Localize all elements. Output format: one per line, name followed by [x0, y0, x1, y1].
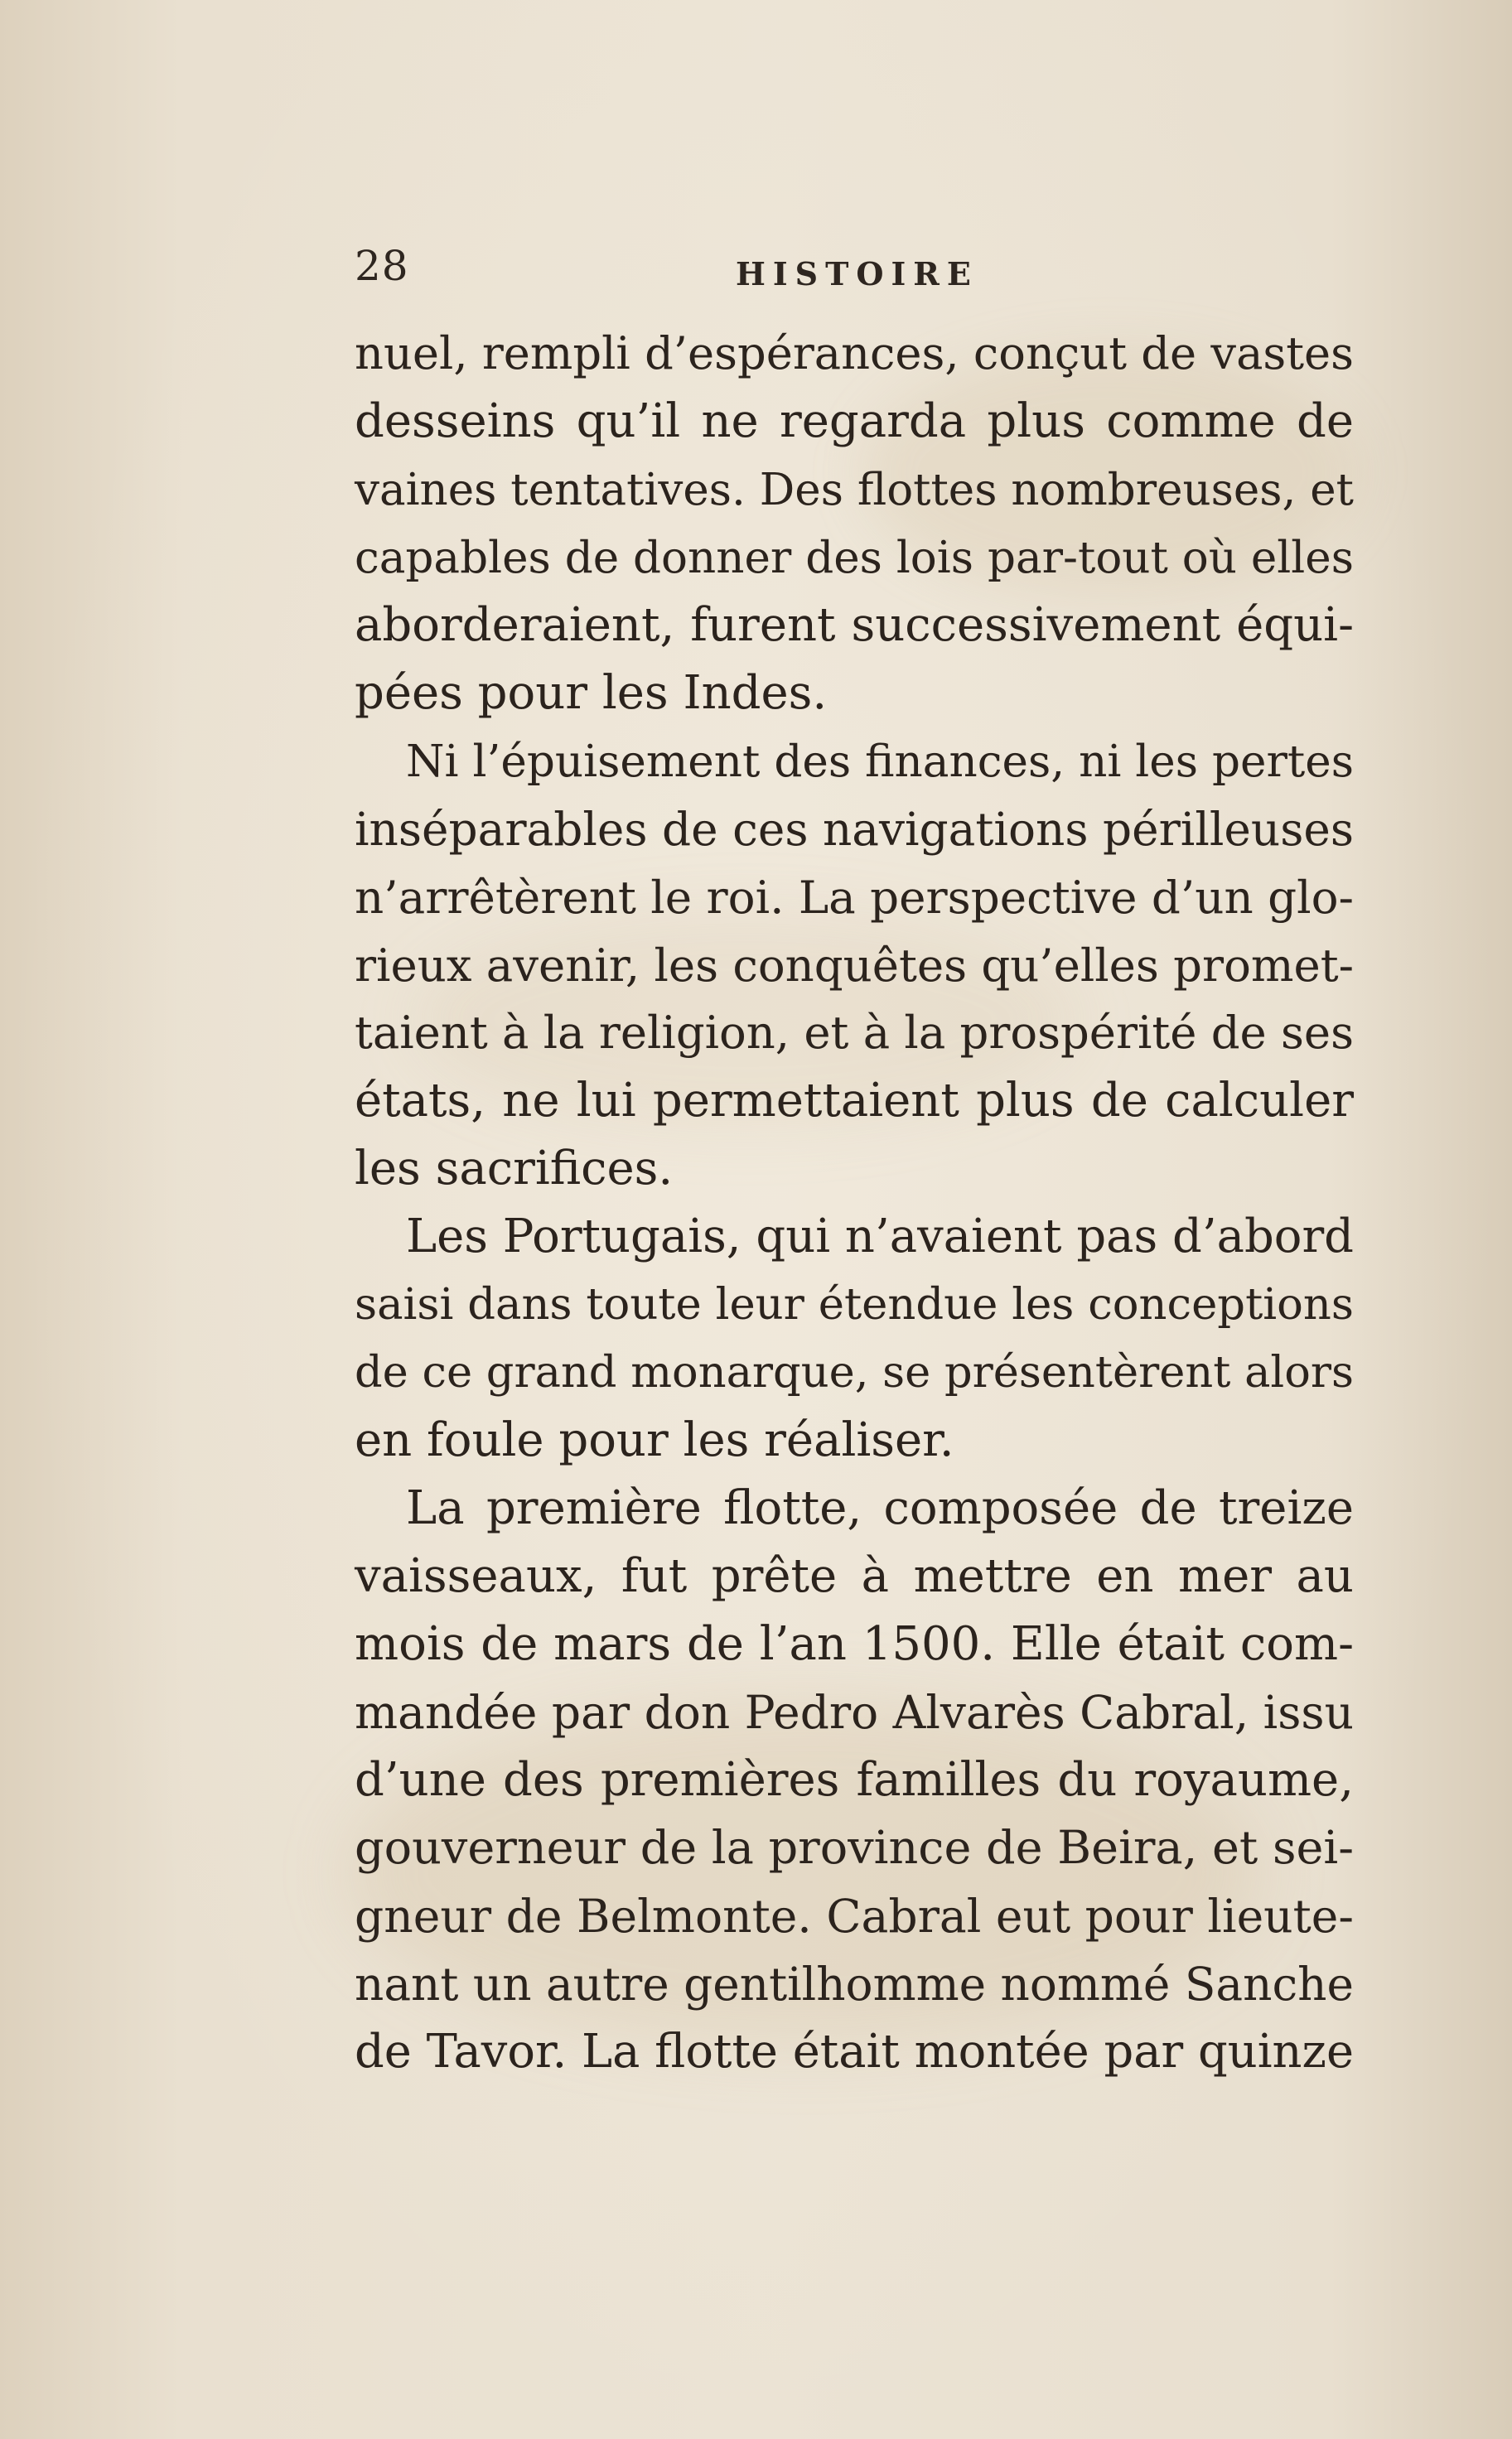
text-line: mandée par don Pedro Alvarès Cabral, issu — [355, 1686, 1354, 1739]
text-line: nuel, rempli d’espérances, conçut de vastes — [355, 327, 1354, 379]
body-text — [355, 320, 1354, 2086]
text-line: les sacrifices. — [355, 1142, 674, 1195]
text-line: taient à la religion, et à la prospérité de ses — [355, 1007, 1354, 1059]
text-line: d’une des premières familles du royaume, — [355, 1753, 1354, 1807]
text-line: Les Portugais, qui n’avaient pas d’abord — [406, 1210, 1354, 1263]
text-line: saisi dans toute leur étendue les conceptions — [355, 1279, 1354, 1330]
text-line: rieux avenir, les conquêtes qu’elles promet- — [355, 939, 1355, 992]
text-line: de ce grand monarque, se présentèrent alors — [355, 1347, 1354, 1398]
text-line: n’arrêtèrent le roi. La perspective d’un glo- — [355, 871, 1354, 924]
text-line: nant un autre gentilhomme nommé Sanche — [355, 1958, 1354, 2011]
text-line: inséparables de ces navigations périlleuses — [355, 803, 1354, 856]
text-line: de Tavor. La flotte était montée par quinze — [355, 2025, 1354, 2079]
text-line: vaisseaux, fut prête à mettre en mer au — [355, 1549, 1354, 1603]
running-head: HISTOIRE — [736, 255, 978, 292]
text-line: en foule pour les réaliser. — [355, 1413, 954, 1467]
text-line: mois de mars de l’an 1500. Elle était com- — [355, 1617, 1354, 1671]
page-number: 28 — [355, 242, 409, 290]
text-line: gouverneur de la province de Beira, et sei- — [355, 1821, 1354, 1875]
page-header — [355, 242, 1354, 300]
text-line: aborderaient, furent successivement équi- — [355, 598, 1354, 652]
text-line: desseins qu’il ne regarda plus comme de — [355, 394, 1354, 448]
text-line: capables de donner des lois par-tout où elles — [355, 532, 1354, 583]
text-line: vaines tentatives. Des flottes nombreuses, et — [355, 464, 1354, 515]
text-line: Ni l’épuisement des finances, ni les pertes — [406, 736, 1354, 787]
text-line: gneur de Belmonte. Cabral eut pour lieute- — [355, 1890, 1354, 1943]
text-line: La première flotte, composée de treize — [406, 1481, 1354, 1535]
text-line: pées pour les Indes. — [355, 666, 828, 720]
text-line: états, ne lui permettaient plus de calculer — [355, 1074, 1354, 1128]
